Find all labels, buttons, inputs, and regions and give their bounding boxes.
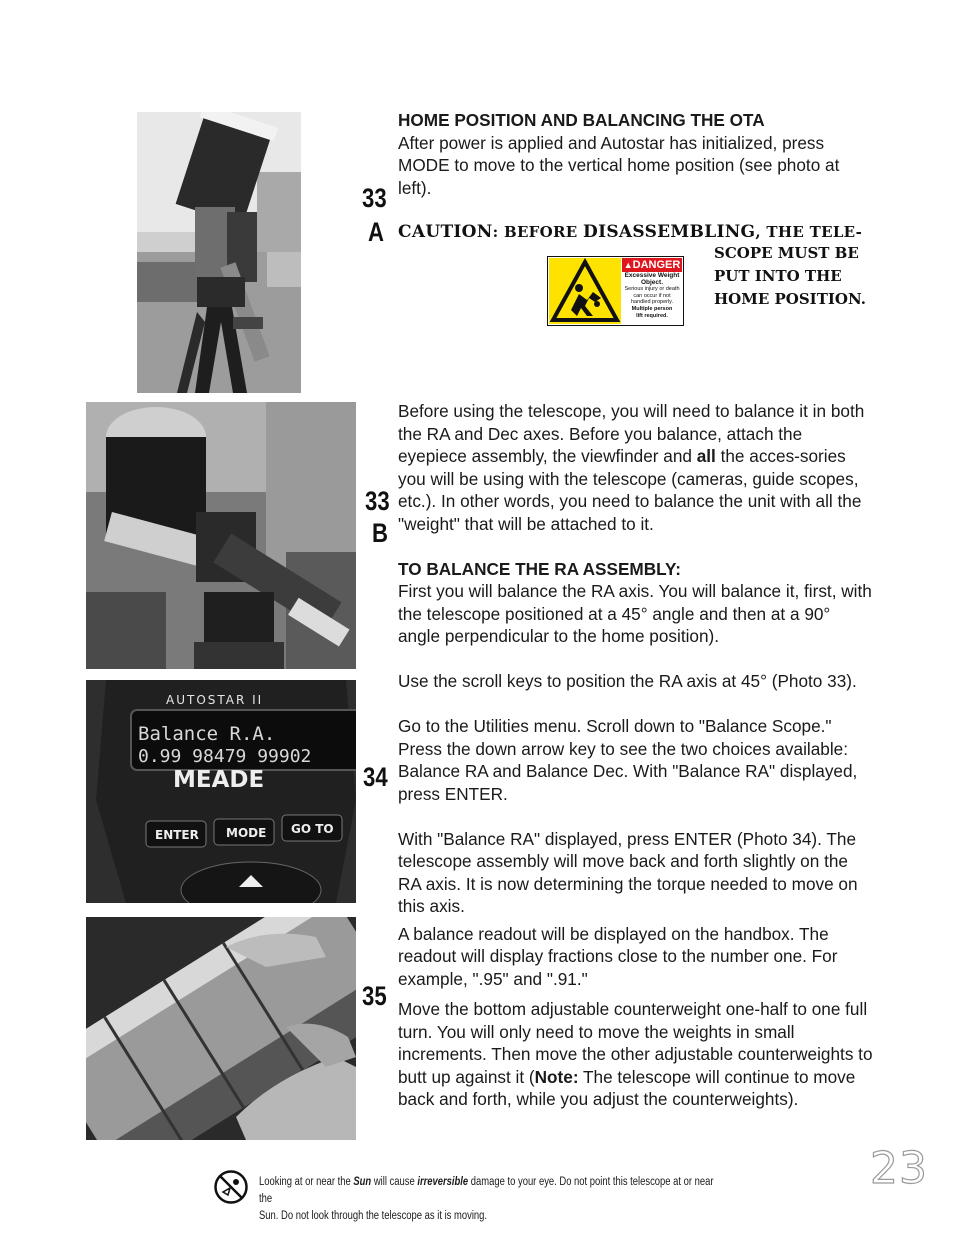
- ra-first-paragraph: First you will balance the RA axis. You will balance it, first, with the telescope positioned at a 45° angle and then at a 90° angle perpendicular to the home position).: [398, 581, 872, 646]
- photo-autostar-handbox: [86, 680, 356, 903]
- photo-letter-33b: B: [372, 518, 388, 548]
- danger-title: ▲DANGER: [623, 259, 681, 271]
- balance-readout-paragraph: A balance readout will be displayed on the handbox. The readout will display fractions close to the number one. For example, ".95" and ".91.": [398, 923, 838, 989]
- home-position-heading: HOME POSITION AND BALANCING THE OTA: [398, 110, 765, 130]
- ra-assembly-heading: TO BALANCE THE RA ASSEMBLY:: [398, 558, 681, 579]
- danger-text: Excessive Weight Object. Serious injury or death can occur if not handled properly. Multiple person lift required.: [624, 272, 680, 319]
- sun-warning-text: Looking at or near the Sun will cause irreversible damage to your eye. Do not point this telescope at or near the Sun. Do not look through the telescope as it is moving.: [259, 1176, 714, 1222]
- home-position-body: After power is applied and Autostar has initialized, press MODE to move to the vertical home position (see photo at left).: [398, 132, 840, 198]
- caution-line-3: PUT INTO THE: [714, 267, 842, 285]
- caution-before: : BEFORE: [492, 223, 584, 241]
- autostar-screen-line2: 0.99 98479 99902: [138, 746, 312, 767]
- caution-rest: , THE TELE-: [755, 223, 863, 241]
- meade-logo: MEADE: [173, 767, 265, 793]
- caution-word: CAUTION: [398, 222, 493, 242]
- danger-label: [547, 256, 684, 326]
- mode-key-label: MODE: [226, 826, 267, 840]
- caution-disassembling: DISASSEMBLING: [583, 222, 756, 242]
- caution-line-2: SCOPE MUST BE: [714, 244, 859, 262]
- intro-paragraph: Before using the telescope, you will need to balance it in both the RA and Dec axes. Before you balance, attach the eyepiece assembly, the viewfinder and all the acces-sories you will be using with the telescope (cameras, guide scopes, etc.). In other words, you need to balance the unit with all the "weight" that will be attached to it.: [398, 401, 865, 534]
- sun-warning-icon: [214, 1170, 248, 1204]
- balancing-instructions: [398, 400, 873, 1111]
- enter-key-label: ENTER: [155, 828, 199, 842]
- photo-number-33b: 33: [365, 486, 390, 516]
- photo-number-35: 35: [362, 981, 387, 1011]
- caution-line-4: HOME POSITION.: [714, 290, 866, 308]
- photo-counterweights: [86, 917, 356, 1140]
- home-position-section: [398, 109, 873, 199]
- autostar-brand: AUTOSTAR II: [166, 693, 264, 707]
- scroll-keys-paragraph: Use the scroll keys to position the RA axis at 45° (Photo 33).: [398, 671, 857, 691]
- photo-telescope-home-position: [137, 112, 301, 393]
- press-enter-paragraph: With "Balance RA" displayed, press ENTER (Photo 34). The telescope assembly will move back and forth slightly on the RA axis. It is now determining the torque needed to move on this axis.: [398, 828, 858, 916]
- goto-key-label: GO TO: [291, 822, 334, 836]
- photo-letter-33a: A: [368, 217, 384, 247]
- danger-pictogram: [549, 258, 621, 324]
- photo-number-34: 34: [363, 762, 388, 792]
- photo-number-33a: 33: [362, 183, 387, 213]
- counterweight-paragraph: Move the bottom adjustable counterweight one-half to one full turn. You will only need to move the weights in small increments. Then move the other adjustable counterweights to butt up against it (Note: The telescope will continue to move back and forth, while you adjust the counterweights).: [398, 999, 873, 1109]
- page-number: 23: [870, 1143, 928, 1194]
- caution-line: [398, 222, 862, 242]
- photo-telescope-balance: [86, 402, 356, 669]
- autostar-screen-line1: Balance R.A.: [138, 723, 276, 745]
- utilities-menu-paragraph: Go to the Utilities menu. Scroll down to "Balance Scope." Press the down arrow key to see the two choices available: Balance RA and Balance Dec. With "Balance RA" displayed, press ENTER.: [398, 716, 858, 804]
